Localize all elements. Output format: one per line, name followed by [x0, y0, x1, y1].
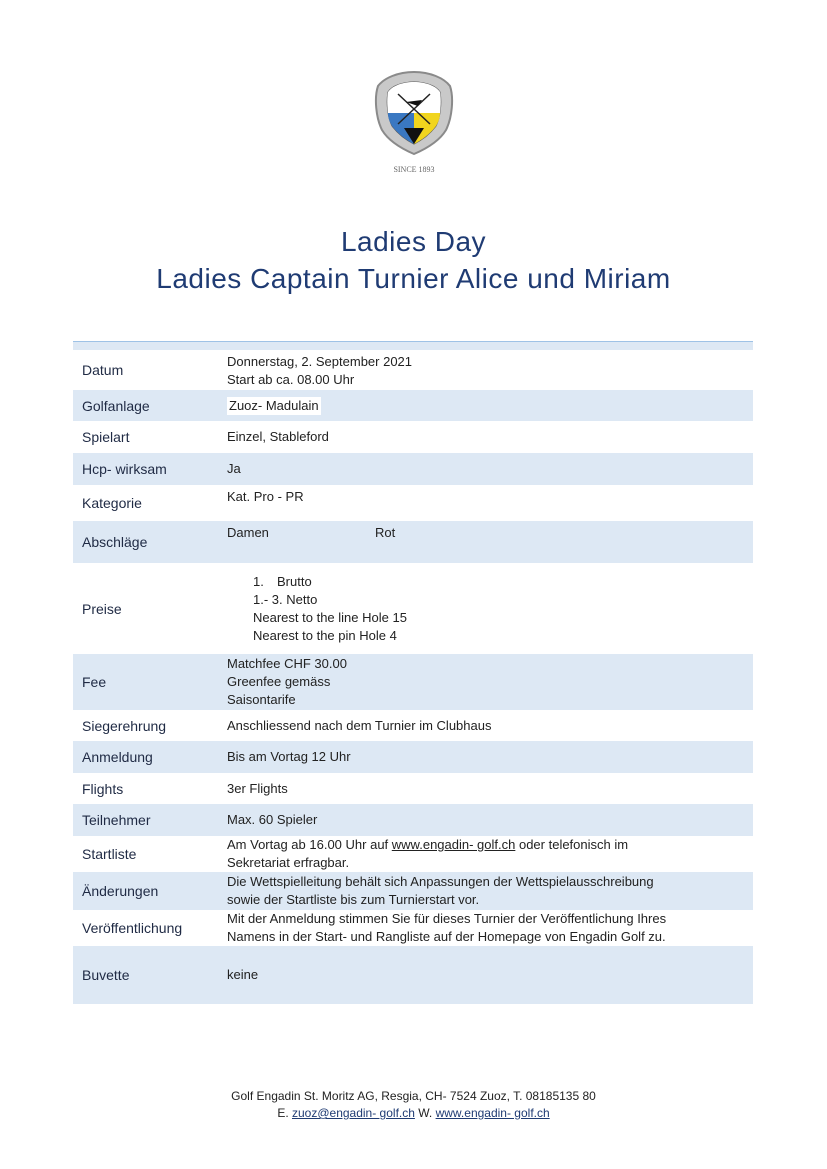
footer-address: Golf Engadin St. Moritz AG, Resgia, CH- 7524 Zuoz, T. 08185135 80 [231, 1089, 596, 1103]
label-anmeldung: Anmeldung [73, 741, 220, 773]
kategorie-value: Kat. Pro - PR [227, 489, 304, 504]
row-spielart [73, 421, 753, 453]
aenderungen-line: Die Wettspielleitung behält sich Anpassungen der Wettspielausschreibung [227, 874, 654, 889]
label-hcp: Hcp- wirksam [73, 453, 220, 485]
row-golfanlage [73, 390, 753, 421]
flights-value: 3er Flights [227, 780, 288, 796]
startliste-text: Am Vortag ab 16.00 Uhr auf [227, 837, 392, 852]
page-title: Ladies Day [340, 226, 487, 257]
label-spielart: Spielart [82, 429, 130, 445]
label-fee: Fee [73, 654, 220, 710]
page-subtitle: Ladies Captain Turnier Alice und Miriam [156, 263, 671, 294]
table-top-band [73, 342, 753, 350]
veroeffentlichung-line: Mit der Anmeldung stimmen Sie für dieses Turnier der Veröffentlichung Ihres [227, 911, 667, 926]
prize-item: 1.- 3. Netto [253, 591, 318, 607]
label-buvette: Buvette [73, 946, 220, 1004]
row-teilnehmer [73, 804, 753, 836]
datum-date: Donnerstag, 2. September 2021 [227, 354, 413, 369]
label-teilnehmer: Teilnehmer [73, 804, 220, 836]
label-preise: Preise [82, 600, 122, 617]
datum-start: Start ab ca. 08.00 Uhr [227, 372, 355, 387]
spielart-value: Einzel, Stableford [227, 429, 329, 444]
startliste-line2: Sekretariat erfragbar. [227, 855, 350, 870]
row-buvette [73, 946, 753, 1004]
label-startliste: Startliste [82, 846, 137, 862]
buvette-value: keine [220, 946, 753, 1004]
startliste-text: oder telefonisch im [515, 837, 629, 852]
row-kategorie [73, 485, 753, 521]
club-crest-logo [368, 68, 460, 180]
label-siegerehrung: Siegerehrung [82, 717, 167, 734]
footer-web-link[interactable]: www.engadin- golf.ch [435, 1106, 550, 1120]
golfanlage-value: Zuoz- Madulain [229, 397, 319, 413]
row-hcp [73, 453, 753, 485]
hcp-value: Ja [220, 453, 753, 485]
fee-line: Saisontarife [227, 692, 296, 707]
row-veroeffentlichung [73, 910, 753, 946]
prize-item: Nearest to the pin Hole 4 [253, 627, 397, 643]
row-preise [73, 563, 753, 654]
veroeffentlichung-line: Namens in der Start- und Rangliste auf der Homepage von Engadin Golf zu. [227, 929, 666, 944]
footer-contact: E. zuoz@engadin- golf.ch W. www.engadin- golf.ch [277, 1106, 550, 1120]
teilnehmer-value: Max. 60 Spieler [220, 804, 753, 836]
row-siegerehrung [73, 710, 753, 741]
fee-line: Greenfee gemäss [227, 674, 331, 689]
label-datum: Datum [82, 362, 124, 378]
aenderungen-line: sowie der Startliste bis zum Turnierstart vor. [227, 892, 480, 907]
row-datum [73, 350, 753, 390]
siegerehrung-value: Anschliessend nach dem Turnier im Clubhaus [227, 717, 492, 733]
label-kategorie: Kategorie [82, 495, 142, 511]
tournament-info-table [73, 350, 753, 1004]
row-aenderungen [73, 872, 753, 910]
fee-line: Matchfee CHF 30.00 [227, 656, 347, 671]
prize-item: 1. Brutto [253, 573, 312, 589]
prize-list [227, 573, 753, 645]
label-golfanlage: Golfanlage [73, 390, 220, 421]
row-fee [73, 654, 753, 710]
label-aenderungen: Änderungen [73, 872, 220, 910]
row-anmeldung [73, 741, 753, 773]
footer-email-link[interactable]: zuoz@engadin- golf.ch [291, 1106, 415, 1120]
row-abschlaege [73, 521, 753, 563]
row-flights [73, 773, 753, 804]
abschlaege-color: Rot [375, 525, 396, 540]
logo-since-text: SINCE 1893 [393, 165, 435, 174]
prize-item: Nearest to the line Hole 15 [253, 609, 407, 625]
abschlaege-tee: Damen [227, 525, 269, 540]
label-abschlaege: Abschläge [73, 521, 220, 563]
anmeldung-value: Bis am Vortag 12 Uhr [220, 741, 753, 773]
row-startliste [73, 836, 753, 872]
label-flights: Flights [82, 780, 124, 797]
startliste-link[interactable]: www.engadin- golf.ch [391, 837, 516, 852]
label-veroeffentlichung: Veröffentlichung [82, 920, 183, 936]
